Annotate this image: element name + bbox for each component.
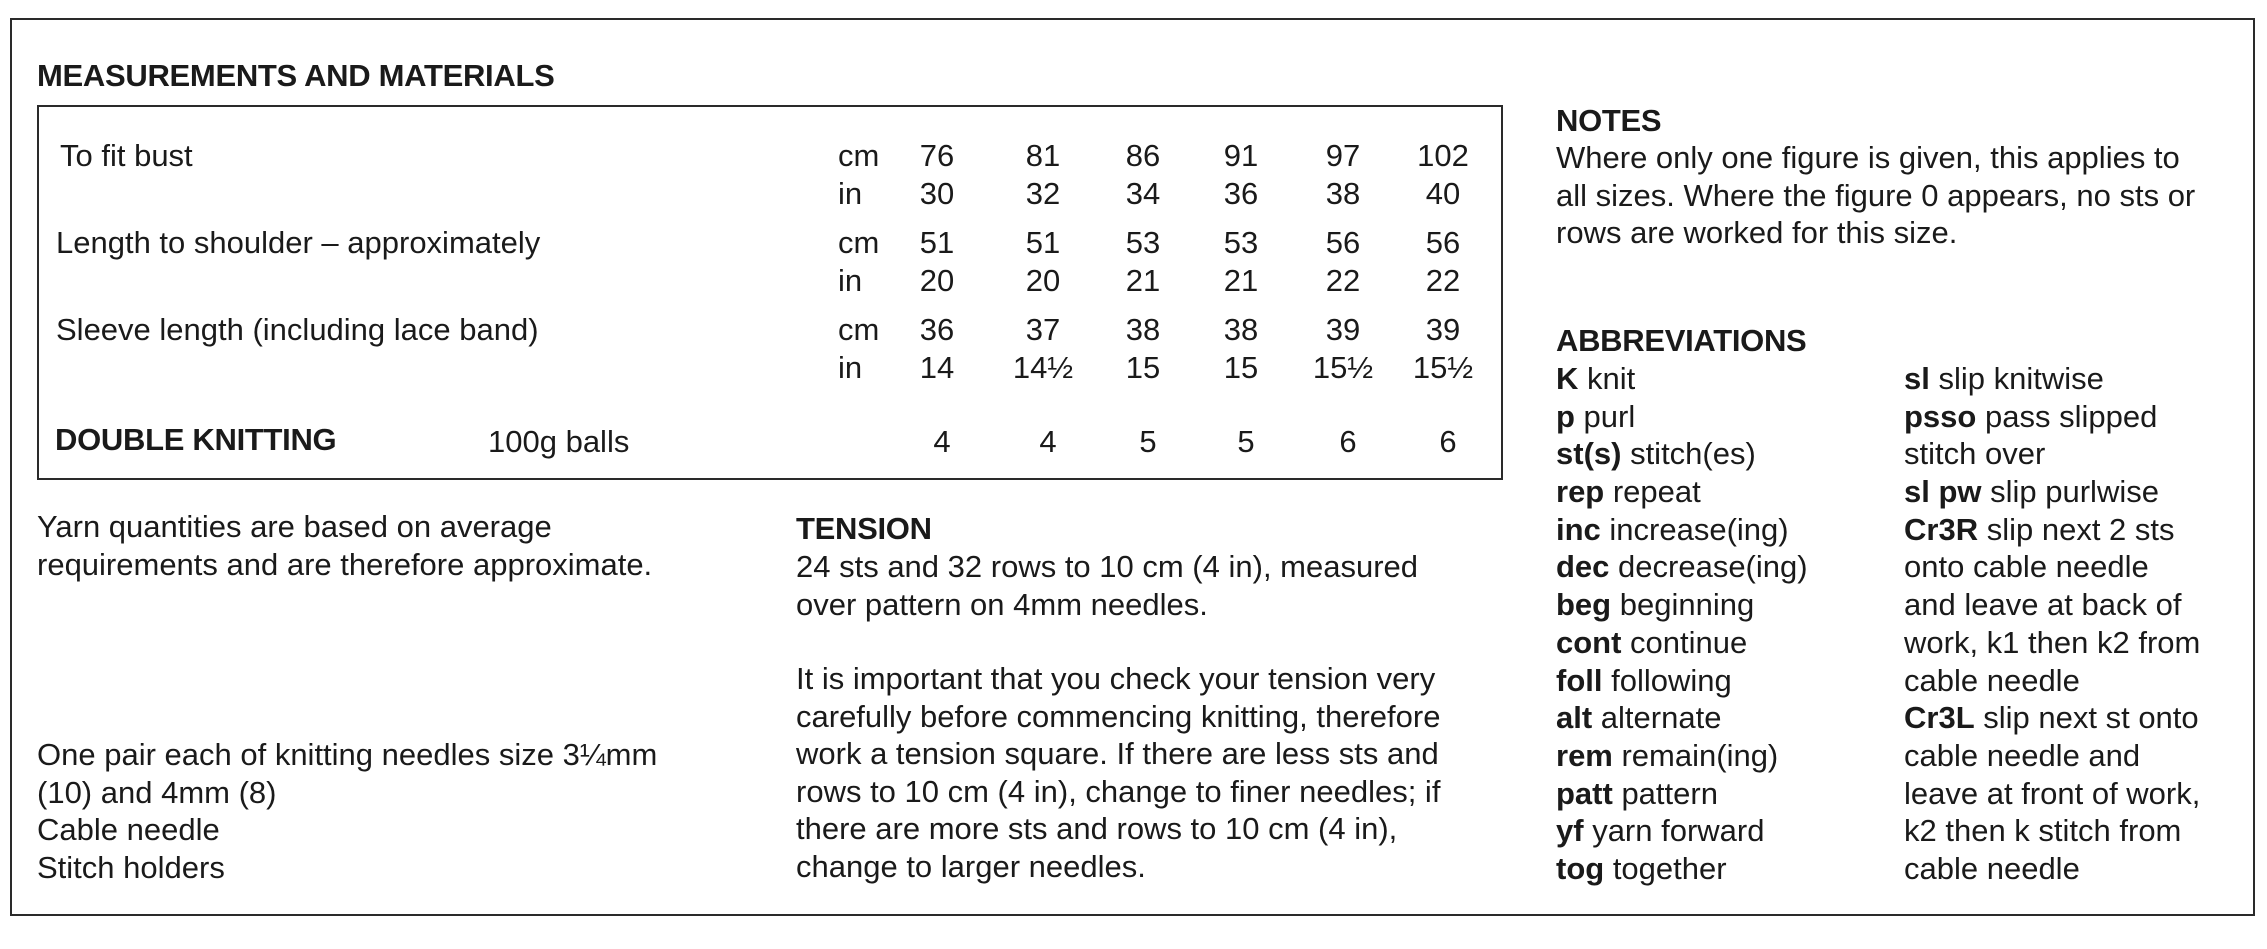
measurement-unit: cm: [838, 225, 880, 260]
tension-line: change to larger needles.: [796, 848, 1146, 884]
abbreviation-meaning: knit: [1578, 361, 1636, 396]
abbreviation-term: tog: [1556, 850, 1605, 886]
abbreviation-term: yf: [1556, 813, 1584, 849]
abbreviation-line: [1904, 549, 2200, 587]
abbreviation-line: [1556, 813, 1808, 851]
measurement-value: 38: [1223, 312, 1259, 347]
abbreviations-title: ABBREVIATIONS: [1556, 323, 1807, 358]
abbreviation-term: K: [1556, 361, 1579, 396]
measurement-value: 30: [919, 176, 955, 211]
abbreviation-term: rem: [1556, 737, 1613, 773]
abbreviation-meaning: remain(ing): [1612, 737, 1779, 773]
measurement-value: 14: [919, 350, 955, 385]
abbreviation-meaning: onto cable needle: [1904, 549, 2149, 585]
abbreviation-meaning: cable needle: [1904, 662, 2080, 698]
measurement-value: 91: [1223, 138, 1259, 173]
abbreviation-meaning: stitch(es): [1621, 436, 1756, 472]
abbreviation-line: [1904, 700, 2200, 738]
materials-line: Stitch holders: [37, 849, 225, 885]
abbreviation-line: [1556, 851, 1808, 889]
measurement-value: 53: [1223, 225, 1259, 260]
measurement-value: 56: [1425, 225, 1461, 260]
measurement-value: 56: [1325, 225, 1361, 260]
measurement-value: 32: [1025, 176, 1061, 211]
abbreviation-term: st(s): [1556, 436, 1622, 472]
tension-line: 24 sts and 32 rows to 10 cm (4 in), measured: [796, 549, 1419, 584]
notes-line: all sizes. Where the figure 0 appears, no sts or: [1556, 177, 2196, 213]
yarn-ball-count: 6: [1439, 424, 1457, 459]
yarn-ball-count: 5: [1237, 424, 1255, 459]
measurement-value: 81: [1025, 138, 1061, 173]
abbreviation-line: [1556, 436, 1808, 474]
abbreviation-meaning: k2 then k stitch from: [1904, 813, 2182, 849]
measurement-value: 22: [1325, 263, 1361, 298]
abbreviation-term: foll: [1556, 662, 1603, 698]
abbreviation-meaning: work, k1 then k2 from: [1904, 624, 2201, 660]
abbreviation-meaning: cable needle and: [1904, 737, 2141, 773]
abbreviation-line: [1556, 474, 1808, 512]
measurement-value: 39: [1425, 312, 1461, 347]
abbreviation-meaning: pass slipped: [1976, 398, 2158, 434]
abbreviation-term: inc: [1556, 511, 1601, 547]
abbreviation-line: [1556, 625, 1808, 663]
abbreviation-meaning: leave at front of work,: [1904, 775, 2201, 811]
tension-line: It is important that you check your tension very: [796, 661, 1436, 696]
abbreviation-term: p: [1556, 398, 1575, 434]
materials-line: (10) and 4mm (8): [37, 774, 277, 810]
tension-line: work a tension square. If there are less sts and: [796, 736, 1439, 771]
abbreviation-meaning: pattern: [1612, 775, 1718, 811]
measurement-value: 15: [1223, 350, 1259, 385]
notes-line: rows are worked for this size.: [1556, 215, 1958, 250]
notes-text: [1556, 139, 2195, 252]
yarn-ball-count: 5: [1139, 424, 1157, 459]
abbreviation-term: rep: [1556, 474, 1605, 510]
measurement-value: 21: [1125, 263, 1161, 298]
abbreviations-left-column: [1556, 361, 1808, 889]
yarn-ball-count: 6: [1339, 424, 1357, 459]
abbreviation-meaning: slip next 2 sts: [1978, 511, 2175, 547]
abbreviation-meaning: slip next st onto: [1974, 700, 2199, 736]
abbreviation-meaning: decrease(ing): [1609, 549, 1808, 585]
measurement-value: 38: [1325, 176, 1361, 211]
abbreviation-term: cont: [1556, 624, 1622, 660]
abbreviation-line: [1904, 776, 2200, 814]
abbreviation-meaning: purl: [1574, 398, 1636, 434]
measurement-unit: cm: [838, 138, 880, 173]
yarn-note-line: Yarn quantities are based on average: [37, 509, 552, 544]
measurement-unit: cm: [838, 312, 880, 347]
abbreviation-meaning: yarn forward: [1583, 813, 1765, 849]
abbreviation-term: psso: [1904, 398, 1977, 434]
abbreviation-line: [1556, 587, 1808, 625]
tension-line: there are more sts and rows to 10 cm (4 in),: [796, 811, 1398, 846]
measurement-value: 15½: [1312, 350, 1374, 385]
abbreviation-line: [1556, 700, 1808, 738]
measurement-label: Sleeve length (including lace band): [56, 312, 539, 347]
abbreviation-meaning: repeat: [1604, 474, 1701, 510]
yarn-note-line: requirements and are therefore approximate.: [37, 546, 653, 582]
tension-para2: [796, 660, 1440, 885]
abbreviation-meaning: stitch over: [1904, 436, 2046, 472]
abbreviation-line: [1556, 549, 1808, 587]
abbreviation-meaning: slip purlwise: [1981, 474, 2159, 510]
measurement-value: 21: [1223, 263, 1259, 298]
abbreviation-line: [1904, 813, 2200, 851]
measurement-value: 76: [919, 138, 955, 173]
measurement-value: 40: [1425, 176, 1461, 211]
measurement-value: 14½: [1012, 350, 1074, 385]
yarn-ball-count: 4: [1039, 424, 1057, 459]
measurement-value: 36: [919, 312, 955, 347]
measurement-value: 38: [1125, 312, 1161, 347]
tension-title: TENSION: [796, 511, 932, 546]
abbreviation-meaning: together: [1604, 850, 1727, 886]
abbreviation-line: [1904, 851, 2200, 889]
abbreviation-line: [1904, 625, 2200, 663]
tension-line: over pattern on 4mm needles.: [796, 586, 1208, 622]
abbreviation-term: beg: [1556, 587, 1612, 623]
abbreviation-term: dec: [1556, 549, 1610, 585]
abbreviation-meaning: increase(ing): [1600, 511, 1789, 547]
measurement-value: 53: [1125, 225, 1161, 260]
abbreviation-line: [1904, 587, 2200, 625]
abbreviation-term: Cr3L: [1904, 700, 1975, 736]
measurement-value: 86: [1125, 138, 1161, 173]
materials-list: [37, 736, 657, 886]
measurements-title: MEASUREMENTS AND MATERIALS: [37, 58, 555, 93]
yarn-note: [37, 508, 652, 583]
measurement-value: 34: [1125, 176, 1161, 211]
abbreviation-line: [1556, 776, 1808, 814]
measurement-value: 22: [1425, 263, 1461, 298]
abbreviation-meaning: beginning: [1611, 587, 1755, 623]
abbreviation-meaning: following: [1602, 662, 1732, 698]
measurement-label: To fit bust: [60, 138, 193, 173]
abbreviations-right-column: [1904, 361, 2200, 889]
measurement-value: 20: [1025, 263, 1061, 298]
measurement-unit: in: [838, 350, 863, 385]
tension-line: carefully before commencing knitting, therefore: [796, 698, 1441, 734]
notes-line: Where only one figure is given, this applies to: [1556, 140, 2180, 175]
abbreviation-line: [1556, 512, 1808, 550]
abbreviation-term: alt: [1556, 700, 1593, 736]
measurement-unit: in: [838, 263, 863, 298]
yarn-ball-count: 4: [933, 424, 951, 459]
measurement-value: 15½: [1412, 350, 1474, 385]
abbreviation-term: Cr3R: [1904, 511, 1979, 547]
yarn-label: DOUBLE KNITTING: [55, 422, 337, 457]
yarn-unit: 100g balls: [488, 424, 630, 459]
measurement-label: Length to shoulder – approximately: [56, 225, 541, 260]
abbreviation-line: [1556, 399, 1808, 437]
measurement-value: 20: [919, 263, 955, 298]
tension-line: rows to 10 cm (4 in), change to finer needles; if: [796, 773, 1441, 809]
abbreviation-term: sl pw: [1904, 474, 1982, 510]
materials-line: One pair each of knitting needles size 3¼mm: [37, 737, 658, 772]
measurement-unit: in: [838, 176, 863, 211]
measurement-value: 102: [1417, 138, 1469, 173]
measurement-value: 37: [1025, 312, 1061, 347]
measurement-value: 36: [1223, 176, 1259, 211]
notes-title: NOTES: [1556, 103, 1662, 138]
abbreviation-meaning: alternate: [1592, 700, 1722, 736]
abbreviation-line: [1904, 399, 2200, 437]
measurement-value: 15: [1125, 350, 1161, 385]
abbreviation-line: [1904, 361, 2200, 399]
abbreviation-line: [1904, 512, 2200, 550]
measurement-value: 51: [919, 225, 955, 260]
materials-line: Cable needle: [37, 812, 220, 847]
abbreviation-meaning: and leave at back of: [1904, 587, 2182, 623]
abbreviation-line: [1556, 663, 1808, 701]
abbreviation-term: patt: [1556, 775, 1613, 811]
abbreviation-meaning: continue: [1621, 624, 1748, 660]
abbreviation-line: [1904, 436, 2200, 474]
measurement-value: 39: [1325, 312, 1361, 347]
abbreviation-line: [1904, 738, 2200, 776]
tension-para1: [796, 548, 1418, 623]
abbreviation-term: sl: [1904, 361, 1930, 396]
abbreviation-meaning: cable needle: [1904, 850, 2080, 886]
abbreviation-line: [1556, 738, 1808, 776]
measurement-value: 51: [1025, 225, 1061, 260]
abbreviation-line: [1904, 474, 2200, 512]
abbreviation-meaning: slip knitwise: [1929, 361, 2104, 396]
abbreviation-line: [1556, 361, 1808, 399]
measurement-value: 97: [1325, 138, 1361, 173]
abbreviation-line: [1904, 663, 2200, 701]
